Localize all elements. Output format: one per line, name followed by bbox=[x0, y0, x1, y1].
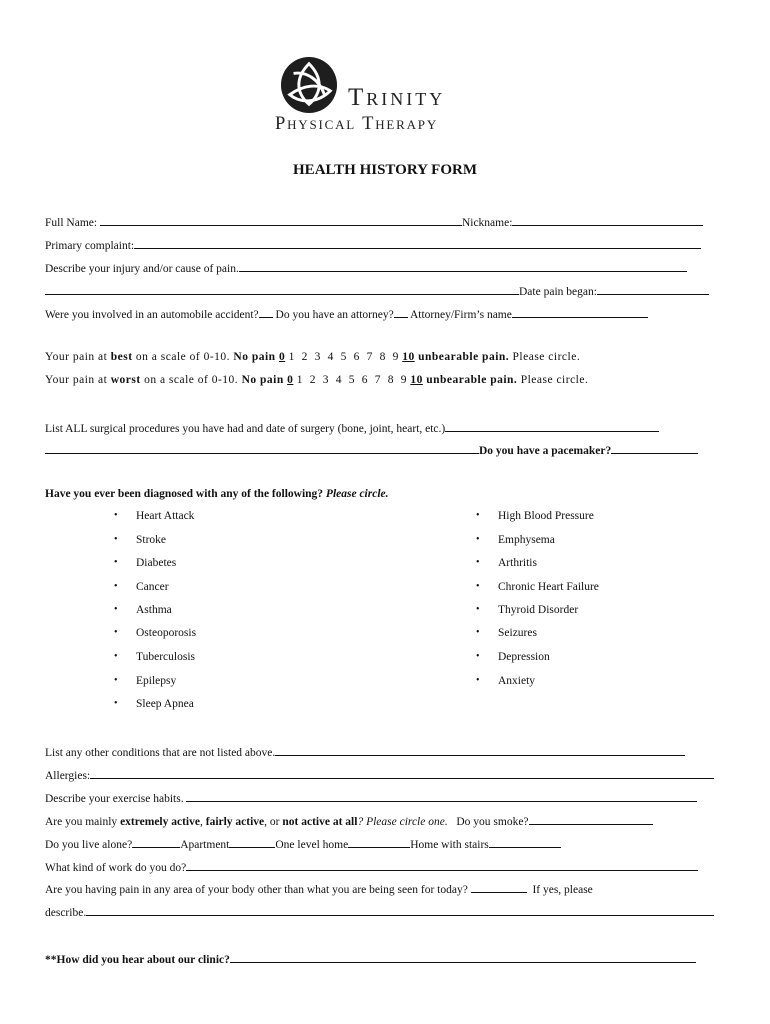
smoke-label: Do you smoke? bbox=[456, 816, 529, 828]
diagnosis-label: Thyroid Disorder bbox=[498, 604, 579, 616]
diagnosis-label: Epilepsy bbox=[136, 675, 177, 687]
nickname-label: Nickname: bbox=[461, 217, 513, 229]
surgery-row bbox=[45, 420, 659, 435]
pacemaker-field[interactable] bbox=[611, 442, 698, 454]
pain-best-word: best bbox=[110, 351, 133, 363]
stairs-field[interactable] bbox=[489, 836, 561, 848]
exercise-label: Describe your exercise habits. bbox=[45, 793, 184, 805]
activity-circle-one: ? Please circle one. bbox=[357, 816, 448, 828]
injury-row bbox=[45, 260, 687, 275]
work-label: What kind of work do you do? bbox=[45, 862, 187, 874]
extremely-active-option[interactable]: extremely active bbox=[120, 816, 200, 828]
pacemaker-label: Do you have a pacemaker? bbox=[479, 445, 612, 457]
surgery-field-continued[interactable] bbox=[45, 442, 479, 454]
allergies-label: Allergies: bbox=[45, 770, 91, 782]
pain-best-ten[interactable]: 10 bbox=[402, 351, 415, 363]
surgery-field[interactable] bbox=[445, 420, 659, 432]
name-row bbox=[45, 214, 703, 229]
bullet-icon: • bbox=[114, 581, 118, 592]
allergies-row bbox=[45, 767, 714, 782]
live-alone-label: Do you live alone? bbox=[45, 839, 133, 851]
diagnosis-label: Cancer bbox=[136, 581, 169, 593]
pain-best-no-pain: No pain bbox=[233, 351, 276, 363]
describe-row bbox=[45, 904, 714, 919]
stairs-label: Home with stairs bbox=[410, 839, 489, 851]
pain-best-zero[interactable]: 0 bbox=[278, 351, 286, 363]
accident-row bbox=[45, 306, 648, 321]
page-title: HEALTH HISTORY FORM bbox=[293, 162, 477, 178]
diagnosis-label: Seizures bbox=[498, 627, 537, 639]
diagnosis-label: Anxiety bbox=[498, 675, 536, 687]
hear-field[interactable] bbox=[230, 951, 696, 963]
one-level-label: One level home bbox=[275, 839, 349, 851]
date-pain-field[interactable] bbox=[597, 283, 709, 295]
bullet-icon: • bbox=[114, 510, 118, 521]
activity-prefix: Are you mainly bbox=[45, 816, 118, 828]
exercise-field[interactable] bbox=[186, 790, 697, 802]
bullet-icon: • bbox=[476, 604, 480, 615]
diagnosis-label: Tuberculosis bbox=[136, 651, 195, 663]
live-alone-field[interactable] bbox=[132, 836, 180, 848]
diagnosis-label: Emphysema bbox=[498, 534, 555, 546]
pain-other-field[interactable] bbox=[471, 881, 527, 893]
date-pain-row bbox=[45, 283, 709, 298]
logo-name: Trinity bbox=[348, 84, 446, 111]
apartment-field[interactable] bbox=[229, 836, 275, 848]
primary-complaint-label: Primary complaint: bbox=[45, 240, 135, 252]
diagnosis-label: Diabetes bbox=[136, 557, 177, 569]
full-name-field[interactable] bbox=[100, 214, 462, 226]
diagnosis-label: Sleep Apnea bbox=[136, 698, 194, 710]
smoke-field[interactable] bbox=[529, 813, 653, 825]
pain-best-numbers[interactable]: 1 2 3 4 5 6 7 8 9 bbox=[288, 351, 399, 363]
pain-other-row bbox=[45, 881, 593, 896]
fairly-active-option[interactable]: fairly active bbox=[205, 816, 265, 828]
diagnosis-label: Depression bbox=[498, 651, 550, 663]
attorney-firm-field[interactable] bbox=[512, 306, 648, 318]
injury-field[interactable] bbox=[239, 260, 687, 272]
describe-field[interactable] bbox=[86, 904, 714, 916]
diagnosis-label: Arthritis bbox=[498, 557, 537, 569]
activity-or: , or bbox=[264, 816, 280, 828]
injury-label: Describe your injury and/or cause of pain. bbox=[45, 263, 239, 275]
surgery-label: List ALL surgical procedures you have had and date of surgery (bone, joint, heart, etc.) bbox=[45, 423, 446, 435]
other-conditions-field[interactable] bbox=[275, 744, 685, 756]
work-field[interactable] bbox=[186, 859, 698, 871]
bullet-icon: • bbox=[114, 698, 118, 709]
pain-worst-word: worst bbox=[110, 374, 141, 386]
bullet-icon: • bbox=[476, 510, 480, 521]
trinity-knot-icon bbox=[280, 56, 338, 114]
pacemaker-row bbox=[45, 442, 698, 457]
bullet-icon: • bbox=[476, 627, 480, 638]
diagnosed-label: Have you ever been diagnosed with any of the following? bbox=[45, 488, 324, 500]
bullet-icon: • bbox=[114, 627, 118, 638]
living-row bbox=[45, 836, 561, 851]
attorney-label: Do you have an attorney? bbox=[275, 309, 394, 321]
bullet-icon: • bbox=[476, 557, 480, 568]
hear-label: **How did you hear about our clinic? bbox=[45, 954, 230, 966]
activity-row: Are you mainly extremely active, fairly active, or not active at all? Please circle one. Do you smoke? bbox=[45, 813, 653, 828]
pain-worst-no-pain: No pain bbox=[241, 374, 284, 386]
diagnosis-label: Chronic Heart Failure bbox=[498, 581, 599, 593]
auto-accident-label: Were you involved in an automobile accident? bbox=[45, 309, 259, 321]
pain-worst-please-circle: Please circle. bbox=[520, 374, 589, 386]
bullet-icon: • bbox=[476, 581, 480, 592]
pain-best-row bbox=[45, 351, 580, 363]
diagnosis-label: Osteoporosis bbox=[136, 627, 197, 639]
pain-best-scale-text: on a scale of 0-10. bbox=[135, 351, 231, 363]
diagnosis-label: High Blood Pressure bbox=[498, 510, 594, 522]
bullet-icon: • bbox=[476, 651, 480, 662]
nickname-field[interactable] bbox=[512, 214, 703, 226]
diagnosis-label: Asthma bbox=[136, 604, 172, 616]
pain-worst-row bbox=[45, 374, 588, 386]
full-name-label: Full Name: bbox=[45, 217, 98, 229]
bullet-icon: • bbox=[476, 534, 480, 545]
date-pain-label: Date pain began: bbox=[519, 286, 597, 298]
pain-worst-scale-text: on a scale of 0-10. bbox=[144, 374, 239, 386]
clinic-logo bbox=[275, 54, 495, 136]
logo-subtitle: Physical Therapy bbox=[275, 114, 439, 134]
other-conditions-row bbox=[45, 744, 685, 759]
other-conditions-label: List any other conditions that are not listed above. bbox=[45, 747, 276, 759]
pain-other-label: Are you having pain in any area of your body other than what you are being seen for today? bbox=[45, 884, 468, 896]
pain-best-please-circle: Please circle. bbox=[512, 351, 581, 363]
diagnosed-please-circle: Please circle. bbox=[325, 488, 389, 500]
work-row bbox=[45, 859, 698, 874]
primary-complaint-field[interactable] bbox=[134, 237, 701, 249]
apartment-label: Apartment bbox=[180, 839, 230, 851]
pain-worst-numbers[interactable]: 1 2 3 4 5 6 7 8 9 bbox=[296, 374, 407, 386]
exercise-row bbox=[45, 790, 697, 805]
bullet-icon: • bbox=[114, 604, 118, 615]
pain-worst-unbearable: unbearable pain. bbox=[426, 374, 518, 386]
allergies-field[interactable] bbox=[90, 767, 714, 779]
bullet-icon: • bbox=[114, 557, 118, 568]
bullet-icon: • bbox=[114, 534, 118, 545]
pain-worst-zero[interactable]: 0 bbox=[287, 374, 294, 386]
not-active-option[interactable]: not active at all bbox=[282, 816, 358, 828]
injury-field-continued[interactable] bbox=[45, 283, 519, 295]
pain-worst-prefix: Your pain at bbox=[45, 374, 108, 386]
hear-row bbox=[45, 951, 696, 966]
describe-label: describe. bbox=[45, 907, 87, 919]
pain-best-prefix: Your pain at bbox=[45, 351, 108, 363]
diagnosis-label: Heart Attack bbox=[136, 510, 195, 522]
attorney-field[interactable] bbox=[394, 306, 408, 318]
pain-best-unbearable: unbearable pain. bbox=[418, 351, 510, 363]
if-yes-label: If yes, please bbox=[532, 884, 593, 896]
bullet-icon: • bbox=[476, 675, 480, 686]
one-level-field[interactable] bbox=[348, 836, 410, 848]
bullet-icon: • bbox=[114, 675, 118, 686]
pain-worst-ten[interactable]: 10 bbox=[410, 374, 423, 386]
diagnosed-prompt bbox=[45, 488, 389, 500]
auto-accident-field[interactable] bbox=[259, 306, 273, 318]
diagnosis-label: Stroke bbox=[136, 534, 167, 546]
bullet-icon: • bbox=[114, 651, 118, 662]
complaint-row bbox=[45, 237, 701, 252]
attorney-firm-label: Attorney/Firm’s name bbox=[409, 309, 512, 321]
